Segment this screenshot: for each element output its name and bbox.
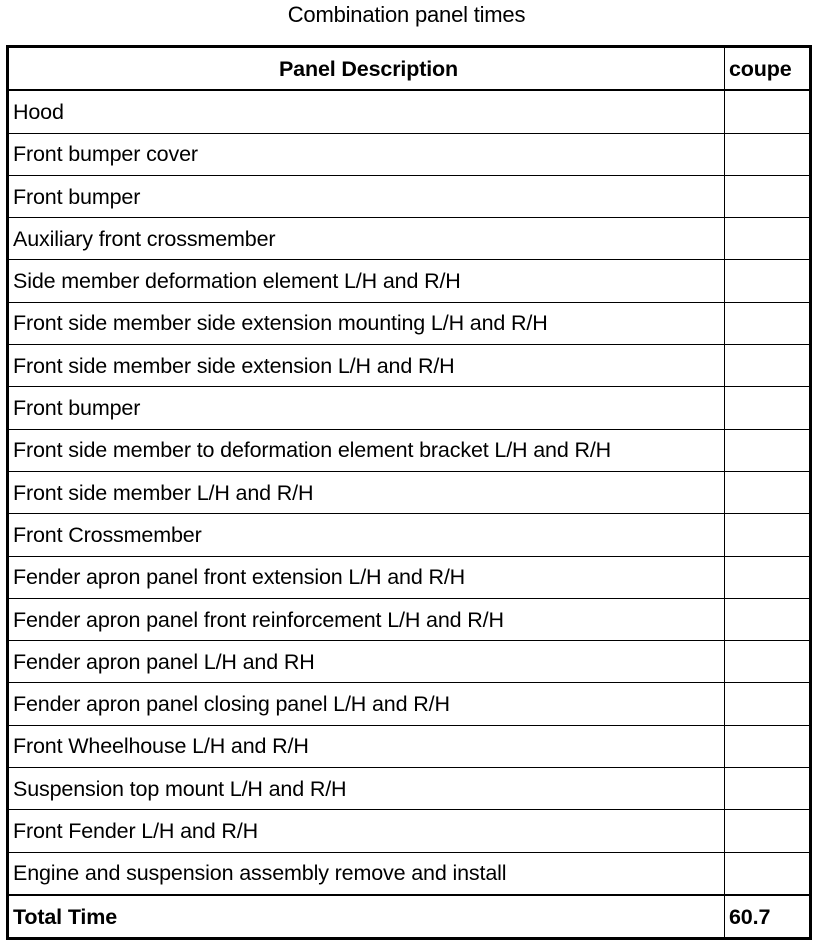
row-coupe-value: [725, 810, 811, 852]
row-coupe-value: [725, 302, 811, 344]
column-header-coupe: coupe: [725, 47, 811, 91]
row-description: Side member deformation element L/H and R/H: [8, 260, 725, 302]
panel-times-table: [6, 45, 812, 940]
table-row: [8, 852, 811, 895]
row-description: Engine and suspension assembly remove and install: [8, 852, 725, 895]
row-coupe-value: [725, 514, 811, 556]
row-coupe-value: [725, 90, 811, 133]
row-coupe-value: [725, 725, 811, 767]
table-row: [8, 556, 811, 598]
row-coupe-value: [725, 175, 811, 217]
total-row: [8, 895, 811, 939]
table-row: [8, 260, 811, 302]
row-description: Front Crossmember: [8, 514, 725, 556]
row-description: Front side member side extension L/H and R/H: [8, 345, 725, 387]
row-description: Suspension top mount L/H and R/H: [8, 768, 725, 810]
table-row: [8, 175, 811, 217]
row-description: Front Wheelhouse L/H and R/H: [8, 725, 725, 767]
row-coupe-value: [725, 133, 811, 175]
row-description: Front Fender L/H and R/H: [8, 810, 725, 852]
row-coupe-value: [725, 598, 811, 640]
table-row: [8, 429, 811, 471]
table-title: Combination panel times: [287, 2, 526, 27]
table-row: [8, 345, 811, 387]
row-coupe-value: [725, 683, 811, 725]
row-coupe-value: [725, 429, 811, 471]
total-label: Total Time: [8, 895, 725, 939]
row-description: Fender apron panel closing panel L/H and R/H: [8, 683, 725, 725]
row-description: Hood: [8, 90, 725, 133]
row-description: Front bumper: [8, 387, 725, 429]
table-row: [8, 683, 811, 725]
row-description: Front bumper: [8, 175, 725, 217]
row-description: Fender apron panel L/H and RH: [8, 641, 725, 683]
row-description: Auxiliary front crossmember: [8, 218, 725, 260]
row-coupe-value: [725, 852, 811, 895]
row-coupe-value: [725, 387, 811, 429]
row-coupe-value: [725, 345, 811, 387]
row-coupe-value: [725, 260, 811, 302]
table-row: [8, 387, 811, 429]
table-row: [8, 810, 811, 852]
table-row: [8, 471, 811, 513]
table-row: [8, 133, 811, 175]
table-row: [8, 302, 811, 344]
table-row: [8, 218, 811, 260]
row-coupe-value: [725, 556, 811, 598]
total-value: 60.7: [725, 895, 811, 939]
row-description: Front side member to deformation element bracket L/H and R/H: [8, 429, 725, 471]
row-coupe-value: [725, 641, 811, 683]
row-description: Front side member side extension mounting L/H and R/H: [8, 302, 725, 344]
row-coupe-value: [725, 218, 811, 260]
row-description: Front bumper cover: [8, 133, 725, 175]
table-row: [8, 90, 811, 133]
table-row: [8, 725, 811, 767]
row-description: Fender apron panel front extension L/H and R/H: [8, 556, 725, 598]
table-row: [8, 768, 811, 810]
row-description: Front side member L/H and R/H: [8, 471, 725, 513]
table-row: [8, 598, 811, 640]
table-row: [8, 514, 811, 556]
row-coupe-value: [725, 471, 811, 513]
table-header-row: [8, 47, 811, 91]
row-description: Fender apron panel front reinforcement L/H and R/H: [8, 598, 725, 640]
table-row: [8, 641, 811, 683]
row-coupe-value: [725, 768, 811, 810]
column-header-description: Panel Description: [8, 47, 725, 91]
